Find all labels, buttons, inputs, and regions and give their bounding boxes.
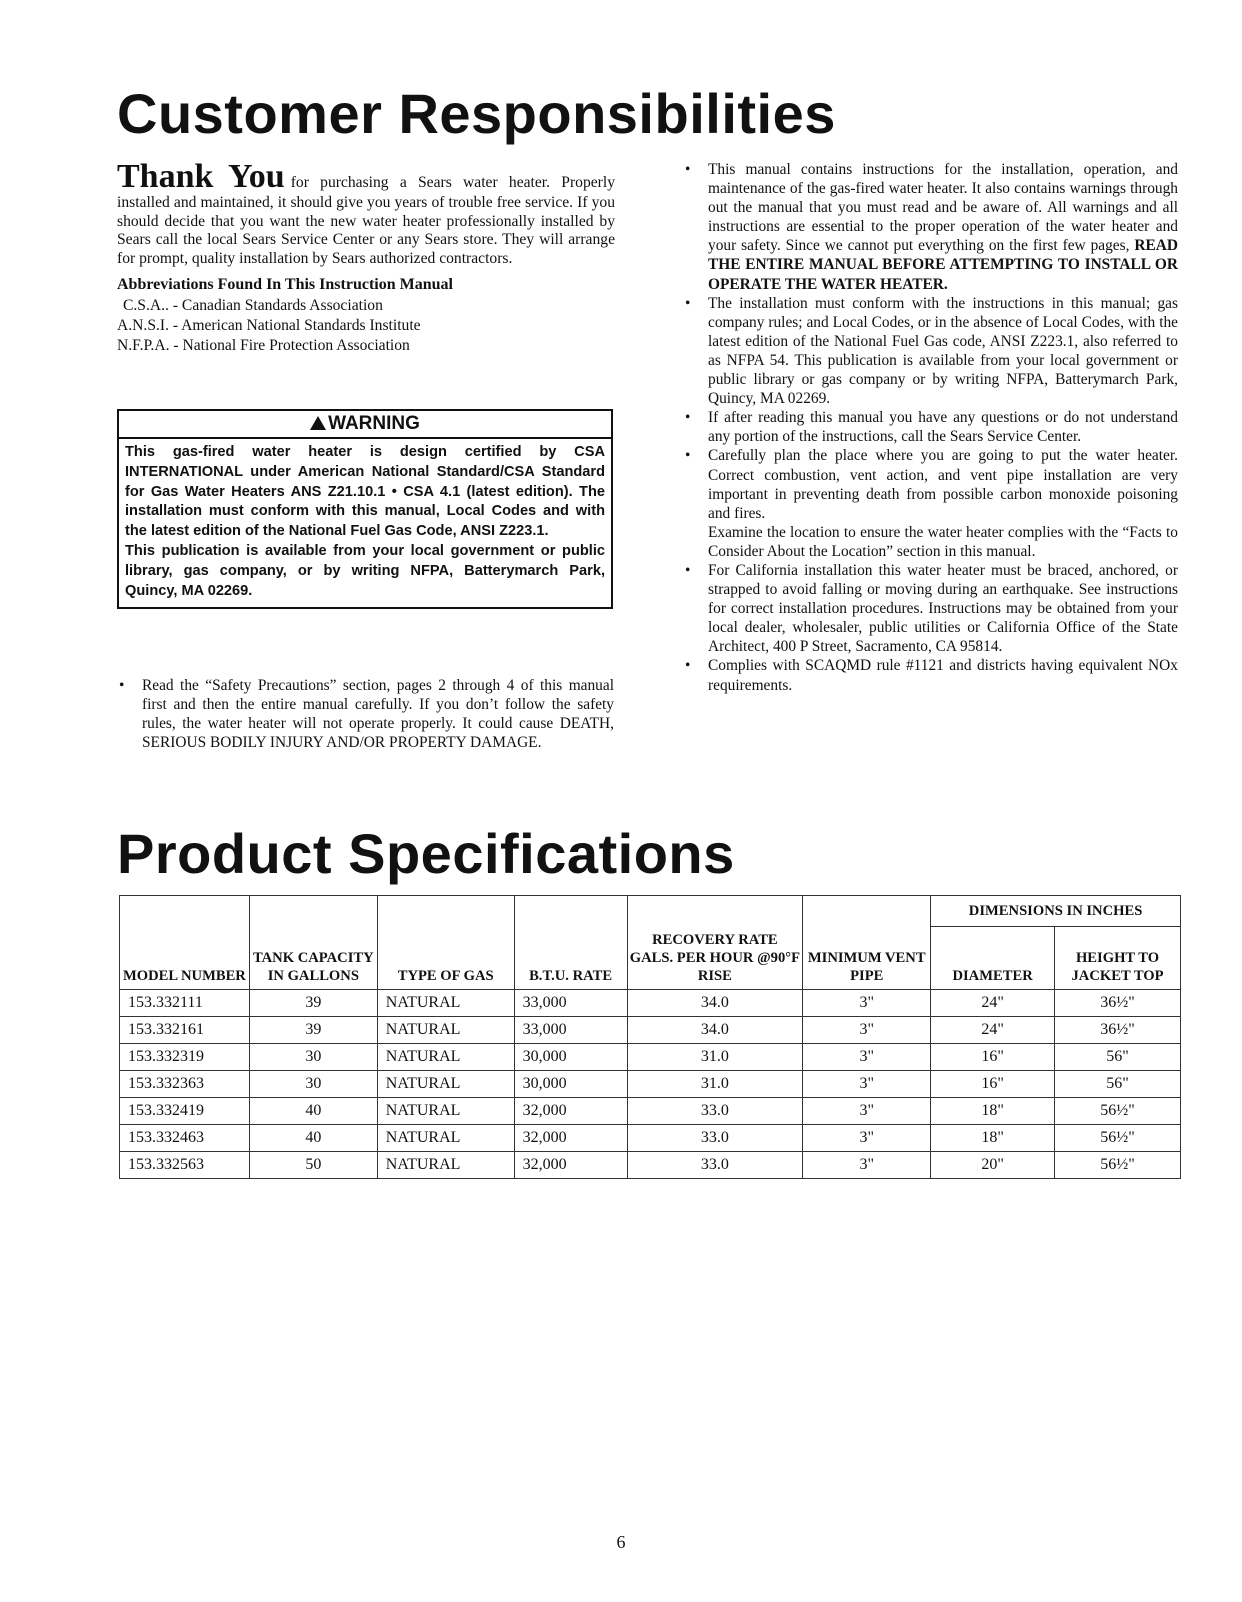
header-model: MODEL NUMBER: [120, 896, 250, 990]
cell-btu: 32,000: [514, 1152, 627, 1179]
warning-triangle-icon: [310, 416, 326, 430]
cell-type: NATURAL: [377, 990, 514, 1017]
cell-tank: 39: [249, 1017, 377, 1044]
cell-diameter: 16": [931, 1044, 1055, 1071]
cell-type: NATURAL: [377, 1044, 514, 1071]
page-title-product-specifications: Product Specifications: [117, 822, 735, 885]
cell-tank: 40: [249, 1098, 377, 1125]
cell-diameter: 24": [931, 990, 1055, 1017]
page-title-customer-responsibilities: Customer Responsibilities: [117, 82, 836, 145]
bullet-manual-contents: [683, 160, 1178, 294]
page-number: 6: [616, 1532, 626, 1552]
abbreviations-heading: Abbreviations Found In This Instruction Manual: [117, 276, 453, 294]
warning-paragraph-2: This publication is available from your local government or public library, gas company, or by writing NFPA, Batterymarch Park, Quincy, MA 02269.: [125, 542, 605, 599]
cell-model: 153.332419: [120, 1098, 250, 1125]
left-column: [117, 160, 615, 355]
warning-title: [119, 411, 611, 439]
header-height: HEIGHT TO JACKET TOP: [1055, 927, 1181, 990]
cell-height: 56½": [1055, 1098, 1181, 1125]
cell-diameter: 20": [931, 1152, 1055, 1179]
read-safety-bullet: [117, 676, 614, 752]
bullet-plan-location-text: Carefully plan the place where you are going to put the water heater. Correct combustion, vent action, and vent pipe installation are very important in preventing death from possible carbon monoxide poisoning and fires.: [708, 447, 1178, 522]
cell-model: 153.332363: [120, 1071, 250, 1098]
cell-btu: 33,000: [514, 1017, 627, 1044]
cell-height: 56½": [1055, 1125, 1181, 1152]
cell-tank: 30: [249, 1071, 377, 1098]
header-dimensions: DIMENSIONS IN INCHES: [931, 896, 1181, 927]
cell-recovery: 33.0: [627, 1125, 803, 1152]
cell-tank: 30: [249, 1044, 377, 1071]
cell-recovery: 33.0: [627, 1098, 803, 1125]
table-header-row: [120, 896, 1181, 927]
table-row: [120, 1017, 1181, 1044]
abbreviation-item: N.F.P.A. - National Fire Protection Association: [117, 336, 410, 354]
cell-height: 56": [1055, 1071, 1181, 1098]
abbreviation-item: A.N.S.I. - American National Standards Institute: [117, 316, 421, 334]
abbreviation-item: C.S.A.. - Canadian Standards Association: [123, 297, 383, 315]
bullet-plan-location: [683, 446, 1178, 561]
table-row: [120, 990, 1181, 1017]
cell-height: 36½": [1055, 1017, 1181, 1044]
intro-text: for purchasing a Sears water heater. Properly installed and maintained, it should give you years of trouble free service. If you should decide that you want the new water heater professionally installed by Sears call the local Sears Service Center or any Sears store. They will arrange for prompt, quality installation by Sears authorized contractors.: [117, 174, 615, 267]
cell-diameter: 16": [931, 1071, 1055, 1098]
cell-tank: 50: [249, 1152, 377, 1179]
cell-vent: 3": [803, 990, 931, 1017]
cell-recovery: 34.0: [627, 1017, 803, 1044]
specifications-table: [119, 895, 1181, 1179]
cell-model: 153.332563: [120, 1152, 250, 1179]
bullet-california: • For California installation this water heater must be braced, anchored, or strapped to avoid falling or moving during an earthquake. See instructions for correct installation procedures. Instructions may be obtained from your local dealer, wholesaler, public utilities or California Office of the State Architect, 400 P Street, Sacramento, CA 95814.: [683, 561, 1178, 656]
cell-btu: 30,000: [514, 1044, 627, 1071]
cell-model: 153.332111: [120, 990, 250, 1017]
cell-vent: 3": [803, 1152, 931, 1179]
cell-type: NATURAL: [377, 1098, 514, 1125]
warning-paragraph-1: This gas-fired water heater is design certified by CSA INTERNATIONAL under American National Standard/CSA Standard for Gas Water Heaters ANS Z21.10.1 • CSA 4.1 (latest edition). The installation must conform with this manual, Local Codes and with the latest edition of the National Fuel Gas Code, ANSI Z223.1.: [125, 444, 605, 540]
cell-tank: 40: [249, 1125, 377, 1152]
responsibility-bullets: [683, 160, 1178, 695]
cell-height: 56": [1055, 1044, 1181, 1071]
abbreviations-list: [117, 296, 615, 355]
cell-diameter: 24": [931, 1017, 1055, 1044]
cell-tank: 39: [249, 990, 377, 1017]
intro-paragraph: [117, 160, 615, 268]
cell-recovery: 31.0: [627, 1071, 803, 1098]
bullet-questions: • If after reading this manual you have any questions or do not understand any portion of the instructions, call the Sears Service Center.: [683, 408, 1178, 446]
cell-btu: 30,000: [514, 1071, 627, 1098]
header-tank: TANK CAPACITY IN GALLONS: [249, 896, 377, 990]
bullet-read-safety: • Read the “Safety Precautions” section, pages 2 through 4 of this manual first and then the entire manual carefully. If you don’t follow the safety rules, the water heater will not operate properly. It could cause DEATH, SERIOUS BODILY INJURY AND/OR PROPERTY DAMAGE.: [117, 676, 614, 752]
header-diameter: DIAMETER: [931, 927, 1055, 990]
cell-model: 153.332161: [120, 1017, 250, 1044]
cell-type: NATURAL: [377, 1152, 514, 1179]
header-type: TYPE OF GAS: [377, 896, 514, 990]
header-recovery: RECOVERY RATE GALS. PER HOUR @90°F RISE: [627, 896, 803, 990]
table-row: [120, 1125, 1181, 1152]
cell-type: NATURAL: [377, 1125, 514, 1152]
cell-model: 153.332463: [120, 1125, 250, 1152]
warning-title-text: WARNING: [328, 413, 420, 434]
bullet-plan-location-continued: Examine the location to ensure the water heater complies with the “Facts to Consider About the Location” section in this manual.: [708, 523, 1178, 560]
cell-vent: 3": [803, 1017, 931, 1044]
cell-recovery: 34.0: [627, 990, 803, 1017]
cell-recovery: 31.0: [627, 1044, 803, 1071]
right-column: [683, 160, 1178, 695]
cell-height: 36½": [1055, 990, 1181, 1017]
header-vent: MINIMUM VENT PIPE: [803, 896, 931, 990]
cell-btu: 33,000: [514, 990, 627, 1017]
thank-you-lead: Thank You: [117, 158, 285, 195]
cell-model: 153.332319: [120, 1044, 250, 1071]
cell-vent: 3": [803, 1071, 931, 1098]
cell-type: NATURAL: [377, 1071, 514, 1098]
warning-body: [119, 439, 611, 607]
cell-vent: 3": [803, 1044, 931, 1071]
header-btu: B.T.U. RATE: [514, 896, 627, 990]
cell-recovery: 33.0: [627, 1152, 803, 1179]
bullet-installation-conform: • The installation must conform with the instructions in this manual; gas company rules; and Local Codes, or in the absence of Local Codes, with the latest edition of the National Fuel Gas code, ANSI Z223.1, also referred to as NFPA 54. This publication is available from your local government or public library or gas company or by writing NFPA, Batterymarch Park, Quincy, MA 02269.: [683, 294, 1178, 409]
bullet-scaqmd: • Complies with SCAQMD rule #1121 and districts having equivalent NOx requirements.: [683, 656, 1178, 694]
table-row: [120, 1071, 1181, 1098]
table-row: [120, 1044, 1181, 1071]
cell-btu: 32,000: [514, 1125, 627, 1152]
bullet-manual-contents-bold: READ THE ENTIRE MANUAL BEFORE ATTEMPTING TO INSTALL OR OPERATE THE WATER HEATER.: [708, 237, 1178, 293]
cell-diameter: 18": [931, 1098, 1055, 1125]
cell-type: NATURAL: [377, 1017, 514, 1044]
cell-btu: 32,000: [514, 1098, 627, 1125]
table-row: [120, 1152, 1181, 1179]
table-body: [120, 990, 1181, 1179]
cell-height: 56½": [1055, 1152, 1181, 1179]
cell-diameter: 18": [931, 1125, 1055, 1152]
bullet-manual-contents-text: This manual contains instructions for the installation, operation, and maintenance of the gas-fired water heater. It also contains warnings through out the manual that you must read and be aware of. All warnings and all instructions are essential to the proper operation of the water heater and your safety. Since we cannot put everything on the first few pages,: [708, 161, 1178, 255]
cell-vent: 3": [803, 1098, 931, 1125]
table-row: [120, 1098, 1181, 1125]
warning-box: [117, 409, 613, 609]
cell-vent: 3": [803, 1125, 931, 1152]
